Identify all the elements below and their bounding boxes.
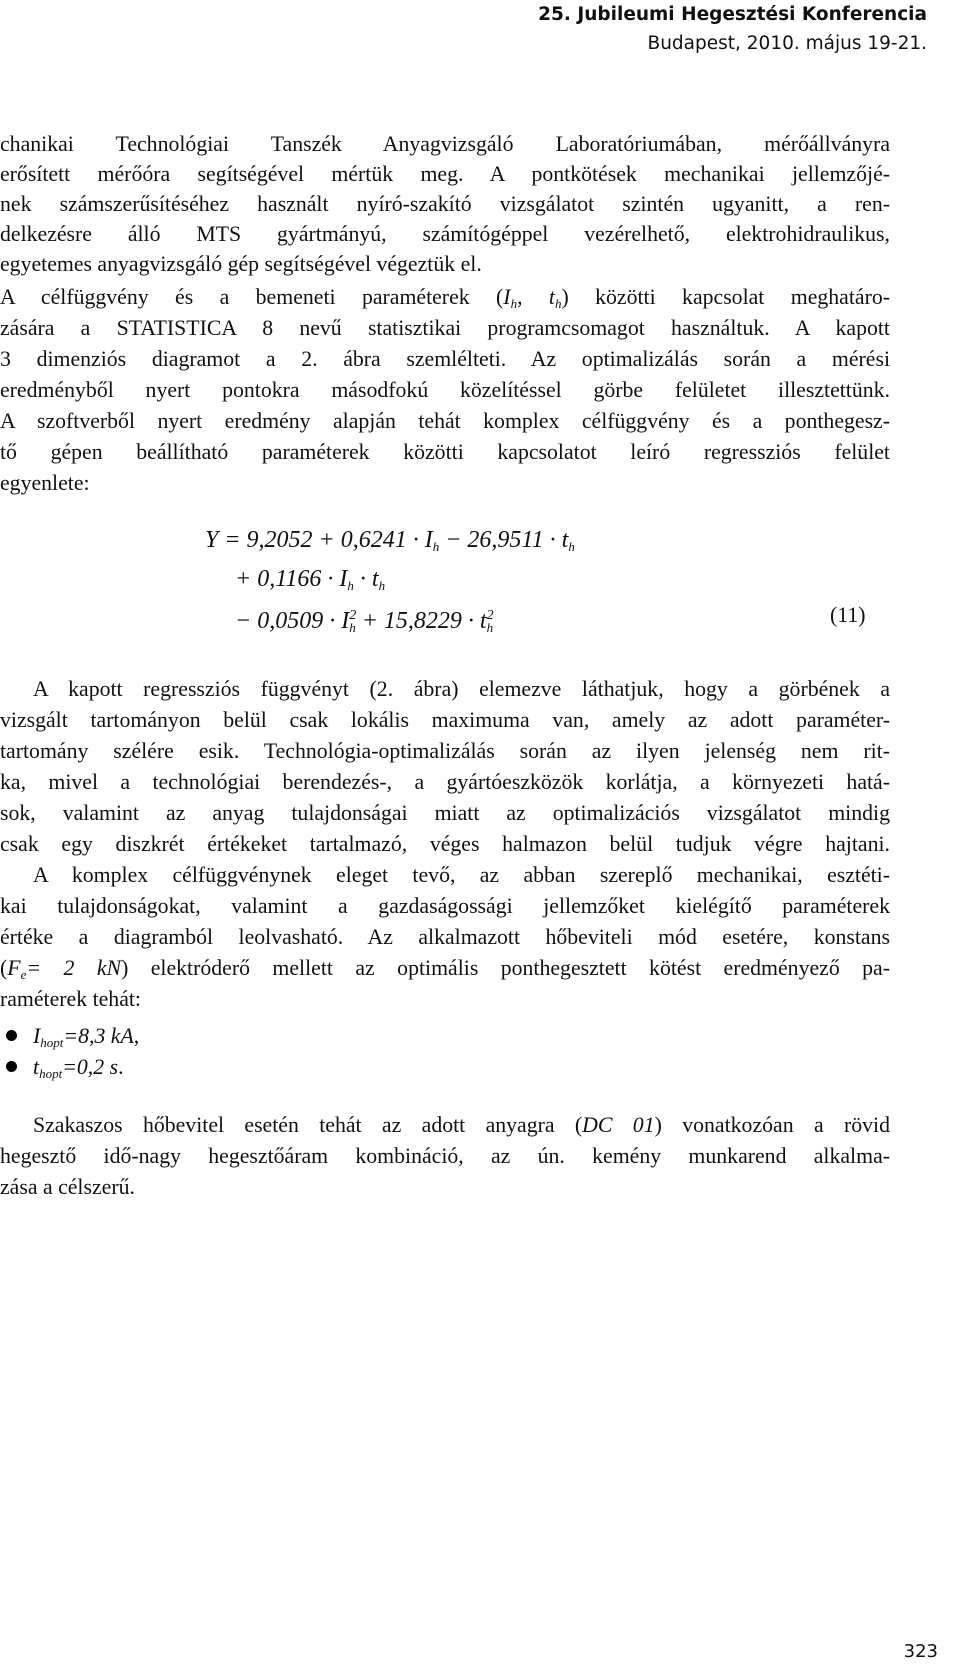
var-I: I [503,285,511,309]
bullet-marker [6,1061,17,1072]
equation-row3: − $0,0509 \cdot I^2_h + 15,8229 \cdot t^2_h$ [235,608,494,635]
para2-line6: tő gépen beállítható paraméterek közötti kapcsolatot leíró regressziós felület [0,440,890,464]
material-code: DC 01 [582,1113,655,1137]
para5-line3: zása a célszerű. [0,1175,135,1199]
para4-line3: értéke a diagramból leolvasható. Az alkalmazott hőbeviteli mód esetére, konstans [0,925,890,949]
para3-line2: vizsgált tartományon belül csak lokális maximuma van, amely az adott paraméter- [0,708,890,732]
para4-line1: A komplex célfüggvénynek eleget tevő, az abban szereplő mechanikai, esztéti- [33,863,890,887]
para1-line1: chanikai Technológiai Tanszék Anyagvizsgáló Laboratóriumában, mérőállványra [0,132,890,156]
para3-line1: A kapott regressziós függvényt (2. ábra) elemezve láthatjuk, hogy a görbének a [33,677,890,701]
bullet-marker [6,1030,17,1041]
sub-h: h [554,296,562,311]
var-t: t [548,285,555,309]
equation-number: (11) [830,603,866,627]
equation-row1: $Y = 9,2052 + 0,6241 \cdot I_h - 26,9511 \cdot t_h$ [205,527,575,554]
para3-line5: sok, valamint az anyag tulajdonságai miatt az optimalizációs vizsgálatot mindig [0,801,890,825]
para4-line5: raméterek tehát: [0,987,141,1011]
equation-row2: + $0,1166 \cdot I_h \cdot t_h$ [235,566,386,593]
bullet-item-current: $I_{hopt}=8,3$ kA, [33,1024,140,1050]
separator: , [517,285,549,309]
para4-line4: ($F_e= 2$ kN) elektróderő mellett az optimális ponthegesztett kötést eredményező pa- [0,956,890,982]
sub-h: h [510,296,518,311]
conference-title: 25. Jubileumi Hegesztési Konferencia [538,4,927,25]
conference-location-date: Budapest, 2010. május 19-21. [647,33,927,54]
para2-line2: zására a STATISTICA 8 nevű statisztikai programcsomagot használtuk. A kapott [0,316,890,340]
page-number: 323 [903,1641,938,1662]
para2-line3: 3 dimenziós diagramot a 2. ábra szemlélteti. Az optimalizálás során a mérési [0,347,890,371]
sub-e: e [20,967,27,982]
para5-line1: Szakaszos hőbevitel esetén tehát az adott anyagra (DC 01) vonatkozóan a rövid [33,1113,890,1137]
para3-line4: ka, mivel a technológiai berendezés-, a gyártóeszközök korlátja, a környezeti hatá- [0,770,890,794]
page-header [538,0,927,58]
para5-line2: hegesztő idő-nagy hegesztőáram kombináció, az ún. kemény munkarend alkalma- [0,1144,890,1168]
para2-line5: A szoftverből nyert eredmény alapján tehát komplex célfüggvény és a ponthegesz- [0,409,890,433]
bullet-item-time: $t_{hopt}=0,2$ s. [33,1055,124,1081]
var-F: F [7,956,21,980]
para2-line1-start: A célfüggvény és a bemeneti paraméterek ( [0,285,504,309]
para1-line4: delkezésre álló MTS gyártmányú, számítógéppel vezérelhető, elektrohidraulikus, [0,222,890,246]
para2-line7: egyenlete: [0,471,90,495]
para2-line4: eredményből nyert pontokra másodfokú közelítéssel görbe felületet illesztettünk. [0,378,890,402]
para1-line2: erősített mérőóra segítségével mértük meg. A pontkötések mechanikai jellemzőjé- [0,162,890,186]
para2-line1-end: ) közötti kapcsolat meghatáro- [561,285,890,309]
para3-line6: csak egy diszkrét értékeket tartalmazó, véges halmazon belül tudjuk végre hajtani. [0,832,890,856]
para4-line2: kai tulajdonságokat, valamint a gazdaságossági jellemzőket kielégítő paraméterek [0,894,890,918]
para1-line3: nek számszerűsítéséhez használt nyíró-szakító vizsgálatot szintén ugyanitt, a ren- [0,192,890,216]
para1-line5: egyetemes anyagvizsgáló gép segítségével végeztük el. [0,252,482,276]
para2-line1 [0,282,890,312]
para3-line3: tartomány szélére esik. Technológia-optimalizálás során az ilyen jelenség nem rit- [0,739,890,763]
